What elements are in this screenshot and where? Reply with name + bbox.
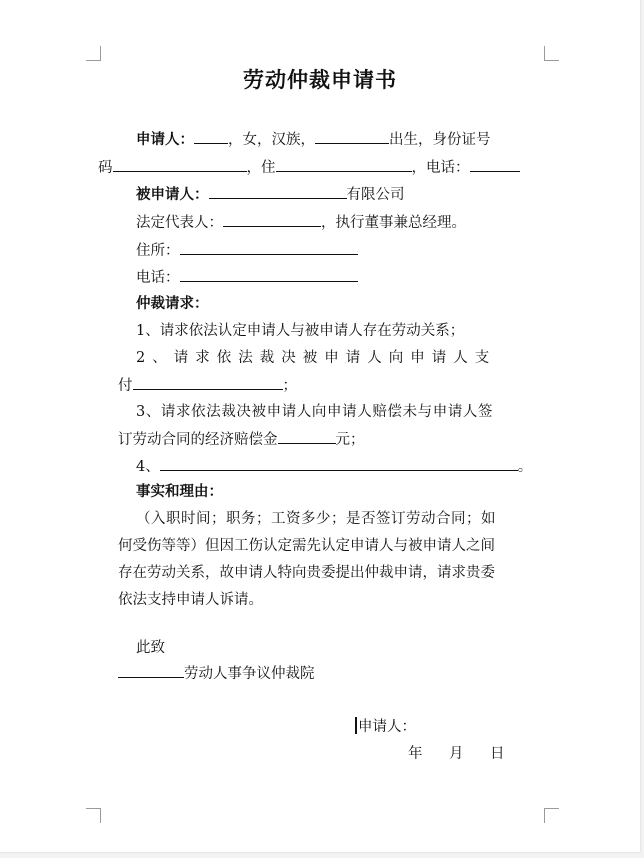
respondent-address-line bbox=[136, 239, 358, 261]
facts-line-3: 存在劳动关系，故申请人特向贵委提出仲裁申请，请求贵委 bbox=[118, 565, 495, 581]
claim-item-2-cont-suffix: ； bbox=[282, 378, 297, 394]
page-corner-mark bbox=[86, 46, 101, 61]
claim-item-2-cont-prefix: 付 bbox=[118, 378, 133, 394]
facts-heading: 事实和理由： bbox=[136, 484, 223, 500]
page-corner-mark bbox=[86, 808, 101, 823]
text-cursor bbox=[355, 717, 357, 734]
closing-institution: 劳动人事争议仲裁院 bbox=[184, 666, 315, 682]
facts-line-2: 何受伤等等）但因工伤认定需先认定申请人与被申请人之间 bbox=[118, 538, 495, 554]
claim-item-2-cont bbox=[118, 374, 297, 396]
respondent-label: 被申请人： bbox=[136, 187, 209, 203]
id-number-blank bbox=[113, 156, 247, 172]
id-suffix-text: 码 bbox=[98, 160, 113, 176]
institution-blank bbox=[118, 662, 184, 678]
legal-rep-suffix: ，执行董事兼总经理。 bbox=[321, 215, 466, 231]
claim-item-3-cont-suffix: 元； bbox=[335, 432, 365, 448]
respondent-address-label: 住所： bbox=[136, 243, 180, 259]
respondent-phone-blank bbox=[180, 266, 358, 282]
claim-item-1: 1、请求依法认定申请人与被申请人存在劳动关系； bbox=[136, 323, 465, 339]
legal-rep-line bbox=[136, 211, 466, 233]
facts-line-4: 依法支持申请人诉请。 bbox=[118, 592, 263, 608]
closing-institution-line bbox=[118, 662, 315, 684]
compensation-blank bbox=[278, 428, 336, 444]
name-blank bbox=[194, 128, 228, 144]
company-blank bbox=[209, 183, 347, 199]
payment-blank bbox=[133, 374, 283, 390]
signature-label: 申请人： bbox=[358, 719, 416, 735]
document-title: 劳动仲裁申请书 bbox=[243, 68, 397, 92]
company-suffix: 有限公司 bbox=[346, 187, 405, 203]
claim-item-3-cont bbox=[118, 428, 365, 450]
claim-item-4-suffix: 。 bbox=[517, 459, 533, 475]
phone-text: ，电话： bbox=[411, 160, 470, 176]
applicant-line-1 bbox=[136, 128, 491, 150]
signature-line[interactable] bbox=[355, 716, 416, 738]
page-corner-mark bbox=[544, 808, 559, 823]
claim-item-3-cont-prefix: 订劳动合同的经济赔偿金 bbox=[118, 432, 278, 448]
applicant-gender-text: ，女，汉族， bbox=[228, 132, 315, 148]
legal-rep-label: 法定代表人： bbox=[136, 215, 223, 231]
claim-item-4-blank bbox=[160, 455, 518, 471]
signature-date: 年 月 日 bbox=[408, 746, 511, 762]
address-text: ，住 bbox=[246, 160, 276, 176]
applicant-birth-text: 出生，身份证号 bbox=[389, 132, 491, 148]
claim-item-3: 3、请求依法裁决被申请人向申请人赔偿未与申请人签 bbox=[136, 404, 494, 420]
facts-line-1: （入职时间；职务；工资多少；是否签订劳动合同；如 bbox=[136, 511, 496, 527]
applicant-label: 申请人： bbox=[136, 132, 194, 148]
address-blank bbox=[276, 156, 412, 172]
page-corner-mark bbox=[544, 46, 559, 61]
applicant-line-2 bbox=[98, 156, 520, 178]
closing-salutation: 此致 bbox=[136, 640, 165, 656]
claim-item-4-prefix: 4、 bbox=[136, 459, 160, 475]
birth-date-blank bbox=[315, 128, 389, 144]
respondent-line bbox=[136, 183, 405, 205]
respondent-phone-label: 电话： bbox=[136, 270, 180, 286]
claim-item-2: 2、请求依法裁决被申请人向申请人支 bbox=[136, 350, 497, 366]
respondent-address-blank bbox=[180, 239, 358, 255]
phone-blank bbox=[470, 156, 520, 172]
legal-rep-blank bbox=[223, 211, 321, 227]
claims-heading: 仲裁请求： bbox=[136, 296, 209, 312]
respondent-phone-line bbox=[136, 266, 358, 288]
claim-item-4 bbox=[136, 455, 532, 477]
